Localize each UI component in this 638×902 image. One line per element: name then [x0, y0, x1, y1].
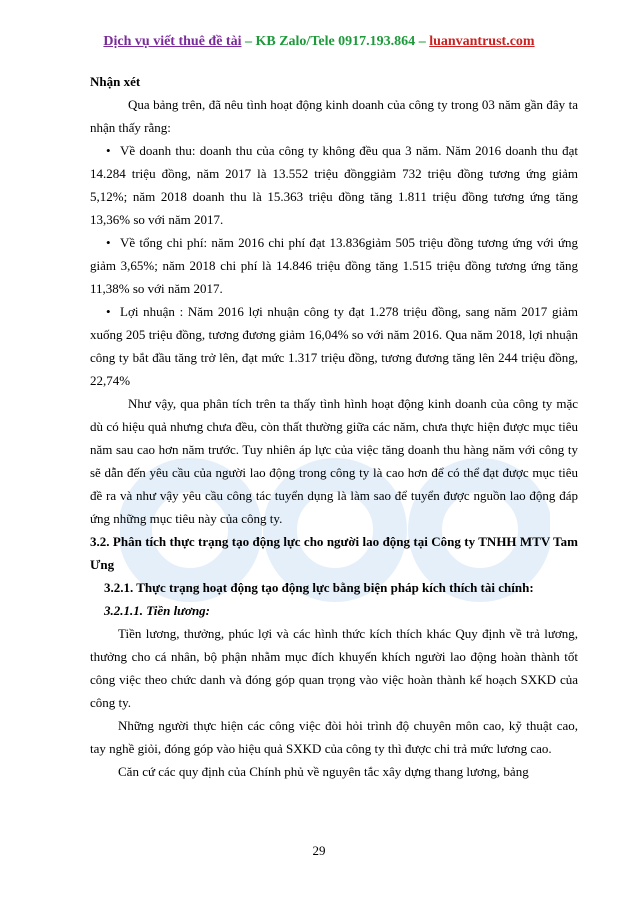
bullet-text: Về doanh thu: doanh thu của công ty không đều qua 3 năm. Năm 2016 doanh thu đạt 14.284 triệu đồng, năm 2017 là 13.552 triệu đồnggiảm 732 triệu đồng tương ứng giảm 5,12%; năm 2018 doanh thu là 15.363 triệu đồng tăng 1.811 triệu đồng tương ứng tăng 13,36% so với năm 2017.	[90, 143, 578, 227]
bullet-icon: •	[106, 235, 111, 250]
intro-paragraph: Qua bảng trên, đã nêu tình hoạt động kinh doanh của công ty trong 03 năm gần đây ta nhận thấy rằng:	[90, 97, 578, 135]
summary-paragraph: Như vậy, qua phân tích trên ta thấy tình hình hoạt động kinh doanh của công ty mặc dù có hiệu quả nhưng chưa đều, còn thất thường giữa các năm, chưa thực hiện được mục tiêu năm sau cao hơn năm trước. Tuy nhiên áp lực của việc tăng doanh thu hàng năm với công ty sẽ dẫn đến yêu cầu của người lao động trong công ty là cao hơn để có thể đạt được mục tiêu đề ra và như vậy yêu cầu công tác tuyển dụng là làm sao để tuyển được nguồn lao động đáp ứng những mục tiêu này của công ty.	[90, 396, 578, 526]
bullet-revenue	[90, 139, 578, 231]
bullet-icon: •	[106, 143, 111, 158]
header-separator: –	[415, 34, 430, 49]
bullet-total-cost	[90, 231, 578, 300]
bullet-icon: •	[106, 304, 111, 319]
header-site-link[interactable]: luanvantrust.com	[429, 34, 535, 49]
section-title-3-2-1: 3.2.1. Thực trạng hoạt động tạo động lực bằng biện pháp kích thích tài chính:	[104, 580, 534, 595]
bullet-text: Lợi nhuận : Năm 2016 lợi nhuận công ty đạt 1.278 triệu đồng, sang năm 2017 giảm xuống 205 triệu đồng, tương đương giảm 16,04% so với năm 2016. Qua năm 2018, lợi nhuận công ty bắt đầu tăng trở lên, đạt mức 1.317 triệu đồng, tương đương tăng lên 244 triệu đồng, 22,74%	[90, 304, 578, 388]
header-service-link[interactable]: Dịch vụ viết thuê đề tài	[103, 34, 242, 49]
section-title-3-2: 3.2. Phân tích thực trạng tạo động lực cho người lao động tại Công ty TNHH MTV Tam Ưng	[90, 534, 578, 572]
section-title-3-2-1-1: 3.2.1.1. Tiền lương:	[104, 603, 211, 618]
paragraph-high-skill: Những người thực hiện các công việc đòi hỏi trình độ chuyên môn cao, kỹ thuật cao, tay nghề giỏi, đóng góp vào hiệu quả SXKD của công ty thì được chi trả mức lương cao.	[90, 718, 578, 756]
header-contact: KB Zalo/Tele 0917.193.864	[255, 34, 416, 49]
paragraph-regulations: Căn cứ các quy định của Chính phủ về nguyên tắc xây dựng thang lương, bảng	[118, 764, 529, 779]
page-number: 29	[312, 843, 326, 858]
paragraph-salary: Tiền lương, thưởng, phúc lợi và các hình thức kích thích khác Quy định về trả lương, thưởng cho cá nhân, bộ phận nhằm mục đích khuyến khích người lao động hoàn thành tốt công việc theo chức danh và đóng góp quan trọng vào việc hoàn thành kế hoạch SXKD của công ty.	[90, 626, 578, 710]
document-body	[90, 70, 578, 783]
page-header	[0, 34, 638, 50]
bullet-text: Về tổng chi phí: năm 2016 chi phí đạt 13.836giảm 505 triệu đồng tương ứng với ứng giảm 3,65%; năm 2018 chi phí là 14.846 triệu đồng tăng 1.515 triệu đồng tương ứng tăng 11,38% so với năm 2017.	[90, 235, 578, 296]
bullet-profit	[90, 300, 578, 392]
section-heading-remarks: Nhận xét	[90, 74, 141, 89]
header-separator: –	[241, 34, 256, 49]
